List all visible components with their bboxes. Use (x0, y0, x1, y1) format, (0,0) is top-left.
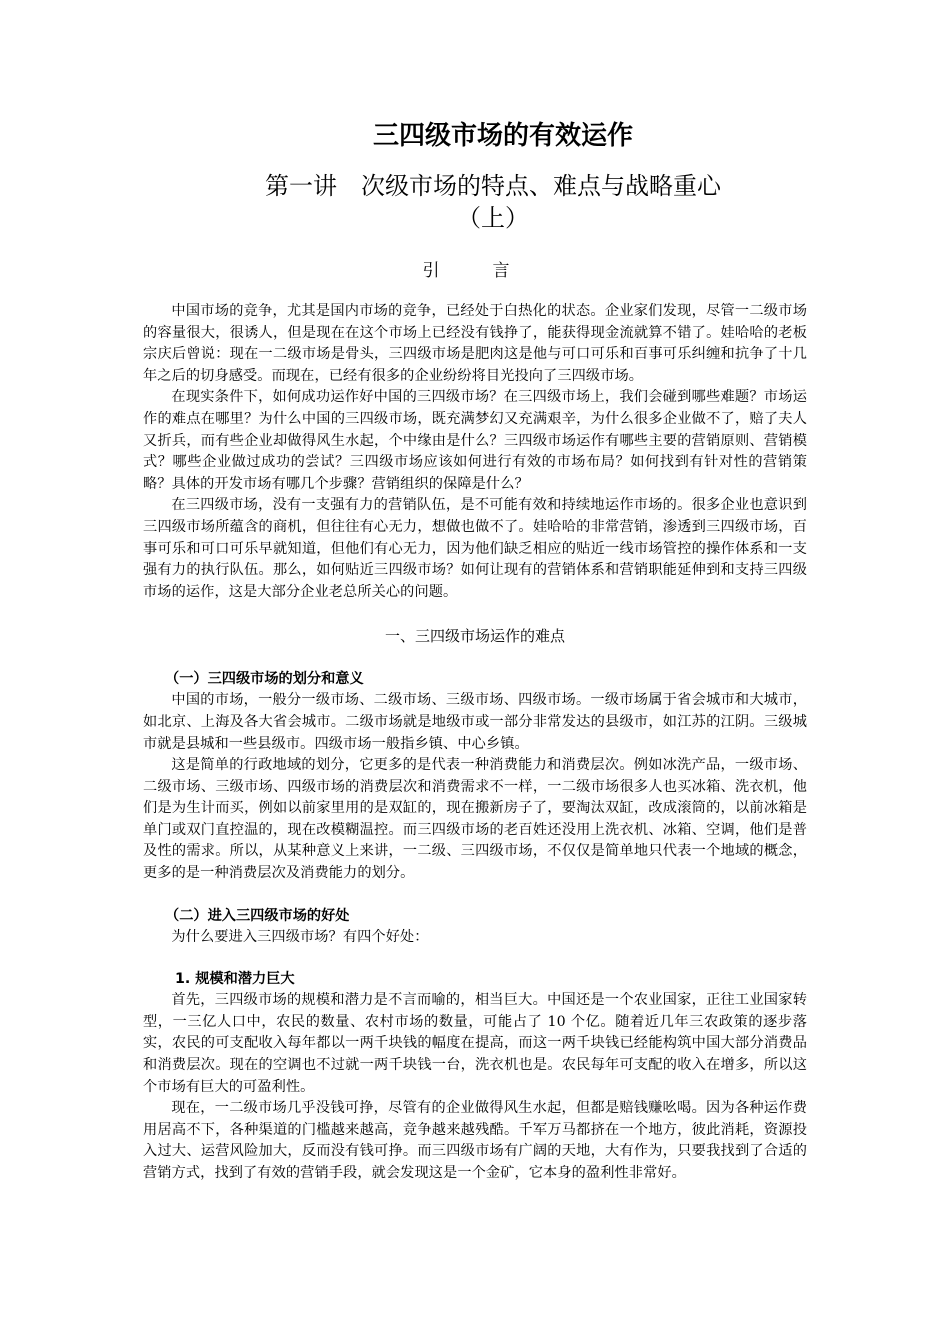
body-paragraph: 现在，一二级市场几乎没钱可挣，尽管有的企业做得风生水起，但都是赔钱赚吆喝。因为各种运作费用居高不下，各种渠道的门槛越来越高，竞争越来越残酷。千军万马都挤在一个地方，彼此消耗，资源投入过大、运营风险加大，反而没有钱可挣。而三四级市场有广阔的天地，大有作为，只要我找到了合适的营销方式，找到了有效的营销手段，就会发现这是一个金矿，它本身的盈利性非常好。 (143, 1100, 807, 1181)
body-paragraph: 为什么要进入三四级市场？有四个好处： (171, 928, 429, 945)
subsection-heading: （二）进入三四级市场的好处 (165, 907, 350, 924)
document-page (143, 118, 807, 1185)
body-paragraph: 这是简单的行政地域的划分，它更多的是代表一种消费能力和消费层次。例如冰洗产品，一级市场、二级市场、三级市场、四级市场的消费层次和消费需求不一样，一二级市场很多人也买冰箱、洗衣机，他们是为生计而买，例如以前家里用的是双缸的，现在搬新房子了，要淘汰双缸，改成滚筒的，以前冰箱是单门或双门直控温的，现在改模糊温控。而三四级市场的老百姓还没用上洗衣机、冰箱、空调，他们是普及性的需求。所以，从某种意义上来讲，一二级、三四级市场，不仅仅是简单地只代表一个地域的概念，更多的是一种消费层次及消费能力的划分。 (143, 757, 807, 882)
intro-heading: 引 言 (422, 261, 528, 281)
lecture-subtitle-line1: 第一讲 次级市场的特点、难点与战略重心 (265, 172, 721, 200)
intro-paragraph: 中国市场的竞争，尤其是国内市场的竞争，已经处于白热化的状态。企业家们发现，尽管一二级市场的容量很大，很诱人，但是现在在这个市场上已经没有钱挣了，能获得现金流就算不错了。娃哈哈的老板宗庆后曾说：现在一二级市场是骨头，三四级市场是肥肉这是他与可口可乐和百事可乐纠缠和抗争了十几年之后的切身感受。而现在，已经有很多的企业纷纷将目光投向了三四级市场。 (143, 303, 807, 384)
point-heading: 1. 规模和潜力巨大 (175, 971, 295, 988)
lecture-subtitle-line2: （上） (457, 204, 529, 232)
body-paragraph: 中国的市场，一般分一级市场、二级市场、三级市场、四级市场。一级市场属于省会城市和大城市，如北京、上海及各大省会城市。二级市场就是地级市或一部分非常发达的县级市，如江苏的江阴。三级城市就是县城和一些县级市。四级市场一般指乡镇、中心乡镇。 (143, 692, 807, 752)
document-title: 三四级市场的有效运作 (372, 121, 633, 151)
intro-paragraph: 在三四级市场，没有一支强有力的营销队伍，是不可能有效和持续地运作市场的。很多企业也意识到三四级市场所蕴含的商机，但往往有心无力，想做也做不了。娃哈哈的非常营销，渗透到三四级市场，百事可乐和可口可乐早就知道，但他们有心无力，因为他们缺乏相应的贴近一线市场管控的操作体系和一支强有力的执行队伍。那么，如何贴近三四级市场？如何让现有的营销体系和营销职能延伸到和支持三四级市场的运作，这是大部分企业老总所关心的问题。 (143, 497, 807, 600)
body-paragraph: 首先，三四级市场的规模和潜力是不言而喻的，相当巨大。中国还是一个农业国家，正往工业国家转型，一三亿人口中，农民的数量、农村市场的数量，可能占了 10 个亿。随着近几年三农政策的逐步落实，农民的可支配收入每年都以一两千块钱的幅度在提高，而这一两千块钱已经能构筑中国大部分消费品和消费层次。现在的空调也不过就一两千块钱一台，洗衣机也是。农民每年可支配的收入在增多，所以这个市场有巨大的可盈利性。 (143, 992, 807, 1095)
section-heading: 一、三四级市场运作的难点 (384, 627, 565, 646)
subsection-heading: （一）三四级市场的划分和意义 (165, 671, 364, 688)
intro-paragraph: 在现实条件下，如何成功运作好中国的三四级市场？在三四级市场上，我们会碰到哪些难题？市场运作的难点在哪里？为什么中国的三四级市场，既充满梦幻又充满艰辛，为什么很多企业做不了，赔了夫人又折兵，而有些企业却做得风生水起，个中缘由是什么？三四级市场运作有哪些主要的营销原则、营销模式？哪些企业做过成功的尝试？三四级市场应该如何进行有效的市场布局？如何找到有针对性的营销策略？具体的开发市场有哪几个步骤？营销组织的保障是什么？ (143, 389, 807, 492)
